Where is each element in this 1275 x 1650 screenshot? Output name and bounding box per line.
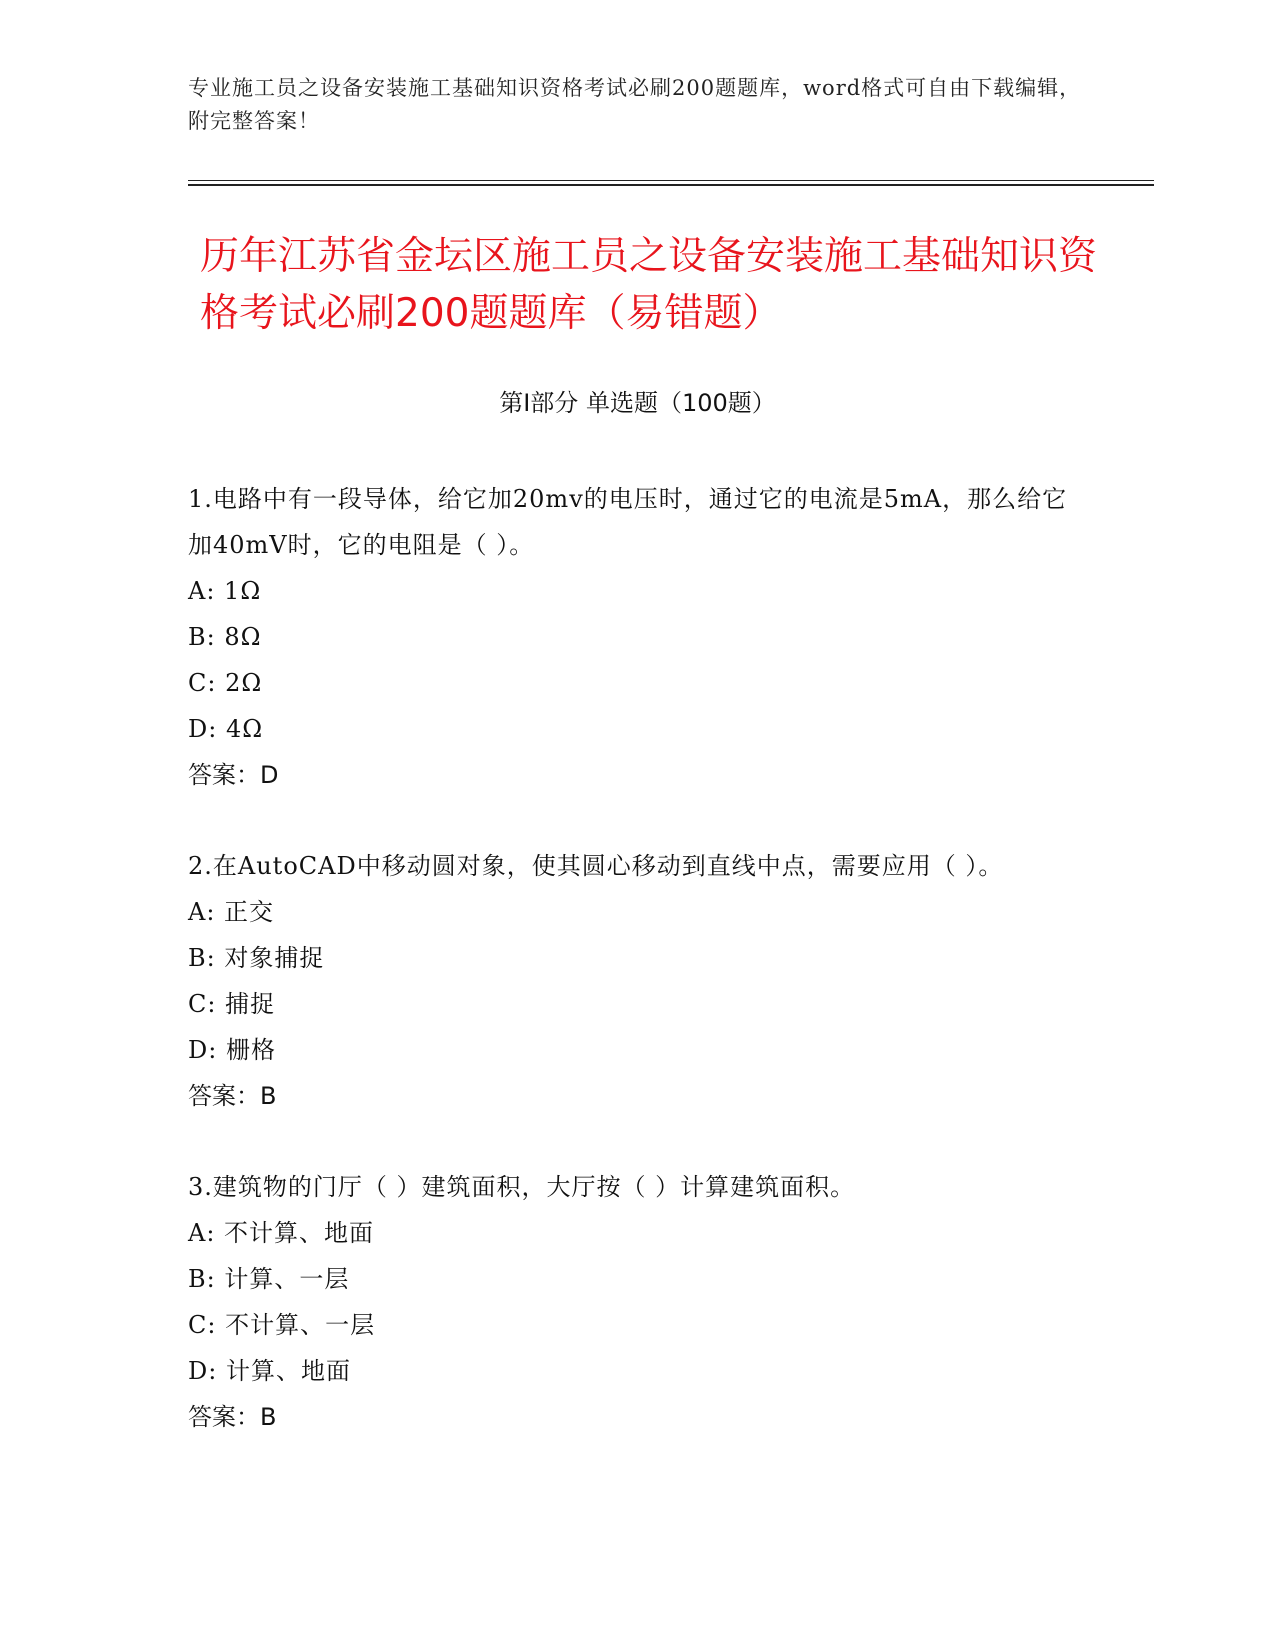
option-b: B: 8Ω (188, 623, 262, 651)
option-a: A: 1Ω (188, 577, 262, 605)
header-note: 专业施工员之设备安装施工基础知识资格考试必刷200题题库，word格式可自由下载编辑，附完整答案！ (188, 76, 1082, 133)
answer: 答案：D (188, 761, 279, 789)
header-rule-thin (188, 180, 1154, 181)
option-c: C: 不计算、一层 (188, 1311, 376, 1339)
answer: 答案：B (188, 1403, 277, 1431)
question-stem: 2.在AutoCAD中移动圆对象，使其圆心移动到直线中点，需要应用（ ）。 (188, 852, 1004, 880)
option-d: D: 计算、地面 (188, 1357, 351, 1385)
question-list (188, 476, 1068, 1485)
option-a: A: 不计算、地面 (188, 1219, 375, 1247)
question-stem: 3.建筑物的门厅（ ）建筑面积，大厅按（ ）计算建筑面积。 (188, 1173, 856, 1201)
header-rule-thick (188, 184, 1154, 186)
answer: 答案：B (188, 1082, 277, 1110)
option-b: B: 计算、一层 (188, 1265, 350, 1293)
question-1 (188, 476, 1068, 798)
option-b: B: 对象捕捉 (188, 944, 325, 972)
question-stem: 1.电路中有一段导体，给它加20mv的电压时，通过它的电流是5mA，那么给它加40mV时，它的电阻是（ ）。 (188, 485, 1068, 559)
document-title: 历年江苏省金坛区施工员之设备安装施工基础知识资格考试必刷200题题库（易错题） (200, 234, 1098, 336)
question-3 (188, 1164, 1068, 1440)
option-d: D: 4Ω (188, 715, 264, 743)
option-c: C: 2Ω (188, 669, 263, 697)
section-title: 第Ⅰ部分 单选题（100题） (499, 389, 776, 417)
question-2 (188, 843, 1068, 1119)
option-d: D: 栅格 (188, 1036, 276, 1064)
option-a: A: 正交 (188, 898, 275, 926)
option-c: C: 捕捉 (188, 990, 276, 1018)
